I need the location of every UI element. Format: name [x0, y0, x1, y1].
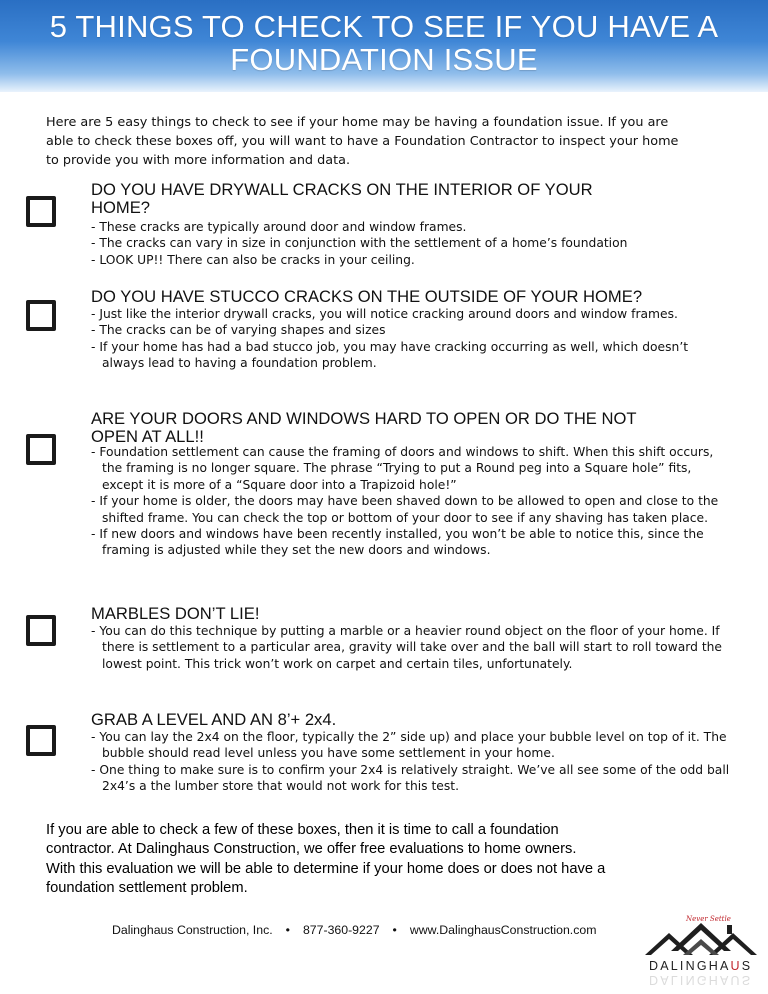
page-title-line-1: 5 THINGS TO CHECK TO SEE IF YOU HAVE A [49, 9, 719, 44]
item-title-drywall-cracks: DO YOU HAVE DRYWALL CRACKS ON THE INTERIOR OF YOUR HOME? [91, 180, 593, 217]
footer-contact [112, 923, 596, 937]
closing-paragraph: If you are able to check a few of these boxes, then it is time to call a foundation contractor. At Dalinghaus Construction, we offer free evaluations to home owners. With this evaluation we will be able to determine if your home does or does not have a foundation settlement problem. [46, 822, 606, 897]
page-title [0, 0, 768, 76]
item-bullets-drywall-cracks [91, 219, 731, 268]
item-title-level-2x4: GRAB A LEVEL AND AN 8’+ 2x4. [91, 710, 337, 729]
list-item: - If your home has had a bad stucco job, you may have cracking occurring as well, which doesn’t always lead to having a foundation problem. [91, 339, 689, 371]
checkbox-doors-windows[interactable] [26, 434, 56, 465]
checkbox-stucco-cracks[interactable] [26, 300, 56, 331]
list-item: - You can lay the 2x4 on the floor, typically the 2” side up) and place your bubble level on top of it. The bubble should read level unless you have some settlement in your home. [91, 730, 727, 761]
company-logo [643, 915, 761, 990]
footer-phone[interactable]: 877-360-9227 [302, 923, 380, 937]
item-bullets-level-2x4 [91, 729, 731, 795]
item-title-marbles: MARBLES DON’T LIE! [91, 604, 260, 623]
list-item: - If new doors and windows have been recently installed, you won’t be able to notice this, since the framing is adjusted while they set the new doors and windows. [91, 527, 704, 558]
footer-separator: • [285, 923, 290, 937]
list-item: - The cracks can vary in size in conjunction with the settlement of a home’s foundation [91, 236, 628, 251]
checkbox-marbles[interactable] [26, 615, 56, 646]
checkbox-drywall-cracks[interactable] [26, 196, 56, 227]
item-title-stucco-cracks: DO YOU HAVE STUCCO CRACKS ON THE OUTSIDE OF YOUR HOME? [91, 287, 643, 306]
footer-company: Dalinghaus Construction, Inc. [112, 923, 273, 937]
item-title-doors-windows: ARE YOUR DOORS AND WINDOWS HARD TO OPEN OR DO THE NOT OPEN AT ALL!! [91, 409, 637, 446]
list-item: - LOOK UP!! There can also be cracks in your ceiling. [91, 252, 415, 267]
list-item: - Just like the interior drywall cracks, you will notice cracking around doors and window frames. [91, 307, 678, 321]
intro-paragraph: Here are 5 easy things to check to see if your home may be having a foundation issue. If you are able to check these boxes off, you will want to have a Foundation Contractor to inspect your home to provide you with more information and data. [46, 115, 679, 168]
checkbox-level-2x4[interactable] [26, 725, 56, 756]
page-title-line-2: FOUNDATION ISSUE [230, 42, 538, 77]
list-item: - The cracks can be of varying shapes and sizes [91, 323, 386, 338]
house-roofs-logo-icon [643, 915, 761, 961]
logo-wordmark-reflection: DALINGHAUS [649, 973, 753, 987]
footer-website-link[interactable]: www.DalinghausConstruction.com [409, 923, 597, 937]
logo-wordmark: DALINGHAUS [649, 959, 753, 973]
logo-tagline: Never Settle [686, 915, 731, 923]
list-item: - If your home is older, the doors may have been shaved down to be allowed to open and close to the shifted frame. You can check the top or bottom of your door to see if any shaving has taken place. [91, 494, 719, 525]
list-item: - Foundation settlement can cause the framing of doors and windows to shift. When this shift occurs, the framing is no longer square. The phrase “Trying to put a Round peg into a Square hole” fits, except it is more of a “Square door into a Trapizoid hole!” [91, 445, 714, 492]
item-bullets-marbles [91, 623, 731, 672]
footer-separator: • [392, 923, 397, 937]
item-bullets-stucco-cracks [91, 306, 731, 372]
list-item: - One thing to make sure is to confirm your 2x4 is relatively straight. We’ve all see some of the odd ball 2x4’s a the lumber store that would not work for this test. [91, 762, 730, 794]
title-banner [0, 0, 768, 92]
item-bullets-doors-windows [91, 444, 731, 559]
list-item: - These cracks are typically around door and window frames. [91, 220, 467, 234]
list-item: - You can do this technique by putting a marble or a heavier round object on the floor of your home. If there is settlement to a particular area, gravity will take over and the ball will start to roll toward the lowest point. This trick won’t work on carpet and certain tiles, unfortunately. [91, 624, 722, 671]
